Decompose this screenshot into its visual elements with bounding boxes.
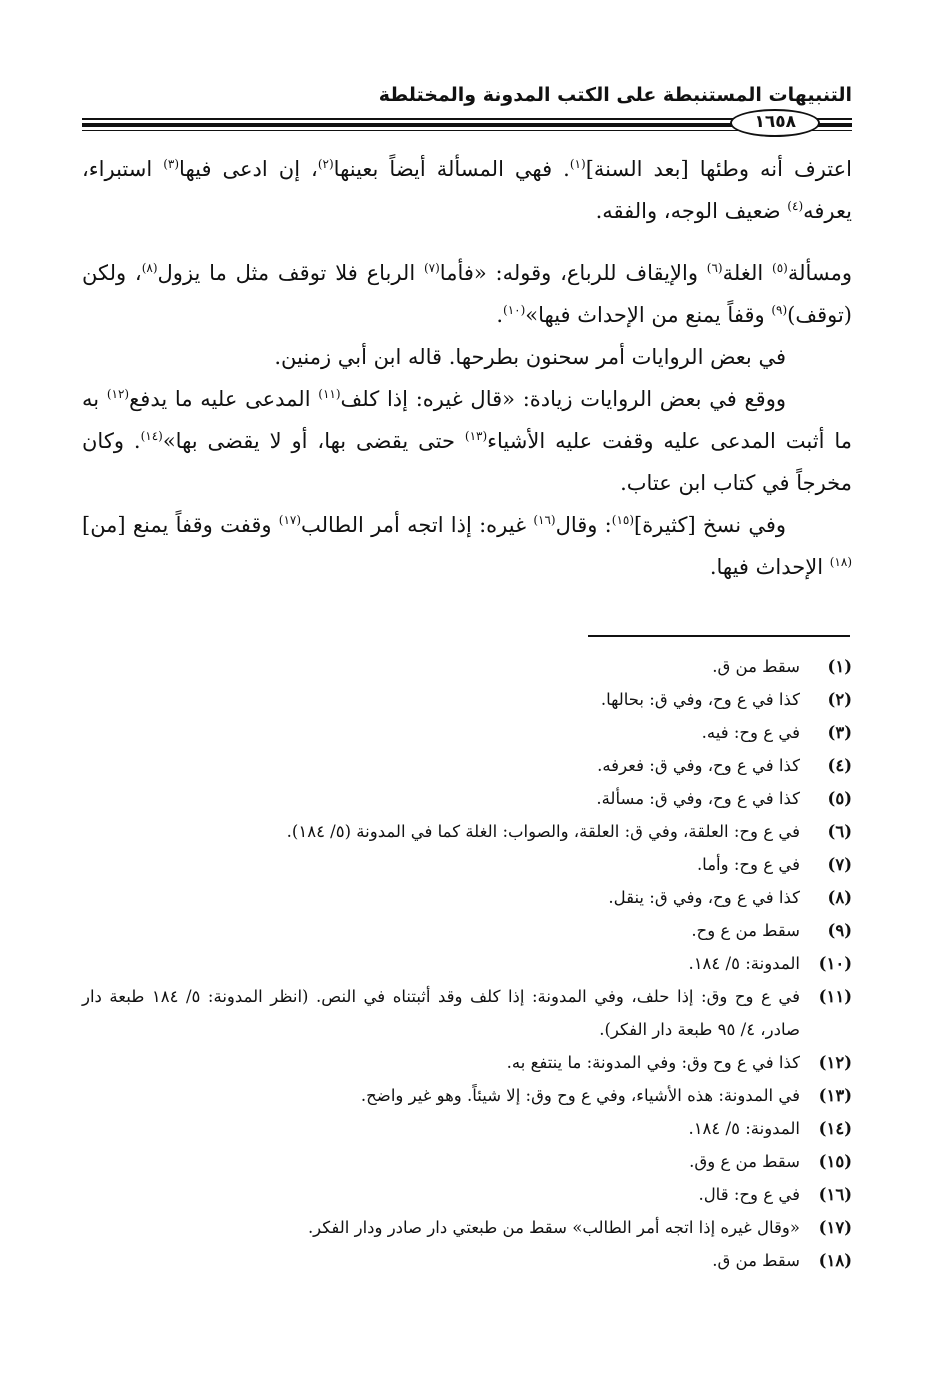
footnote xyxy=(82,1211,852,1244)
paragraph xyxy=(82,378,852,504)
header-title: التنبيهات المستنبطة على الكتب المدونة والمختلطة xyxy=(378,84,852,106)
footnote xyxy=(82,1178,852,1211)
footnote-number: (١٣) xyxy=(818,1086,852,1105)
text-run: حتى يقضى بها، أو لا يقضى بها» xyxy=(162,429,465,453)
footnote-text: كذا في ع وح، وفي ق: مسألة. xyxy=(596,789,800,808)
footnote-ref[interactable]: (١٥) xyxy=(611,513,635,527)
footnote xyxy=(82,782,852,815)
text-run: اعترف أنه وطئها [بعد السنة] xyxy=(585,157,853,181)
text-run: . فهي المسألة أيضاً بعينها xyxy=(333,157,570,181)
text-run: الإحداث فيها. xyxy=(709,555,830,579)
text-run: ومسألة xyxy=(787,261,853,285)
footnote-ref[interactable]: (١٤) xyxy=(140,429,163,443)
footnote-text: سقط من ع وق. xyxy=(689,1152,800,1171)
footnote-number: (٦) xyxy=(827,822,852,841)
footnote-number: (٤) xyxy=(827,756,852,775)
footnote-text: سقط من ق. xyxy=(712,1251,800,1270)
footnote-ref[interactable]: (١٧) xyxy=(278,513,302,527)
footnote-number: (١٥) xyxy=(818,1152,852,1171)
page-number: ١٦٥٨ xyxy=(730,109,820,137)
text-run: ، إن ادعى فيها xyxy=(179,157,318,181)
footnote-separator xyxy=(588,635,850,637)
footnote-ref[interactable]: (٨) xyxy=(141,261,158,275)
text-run: . xyxy=(496,303,503,327)
footnote-text: كذا في ع وح، وفي ق: بحالها. xyxy=(600,690,800,709)
footnote-ref[interactable]: (١٣) xyxy=(464,429,488,443)
text-run: وقفت وقفاً يمنع [من] xyxy=(82,513,279,537)
footnote-text: المدونة: ٥/ ١٨٤. xyxy=(688,1119,800,1138)
text-run: ، ولكن (توقف) xyxy=(82,261,852,327)
footnote xyxy=(82,848,852,881)
footnote-number: (١٤) xyxy=(818,1119,852,1138)
footnote-ref[interactable]: (١٢) xyxy=(106,387,130,401)
running-header xyxy=(82,84,852,110)
footnote xyxy=(82,1244,852,1277)
text-run: . وكان مخرجاً في كتاب ابن عتاب. xyxy=(82,429,852,495)
footnotes-list xyxy=(82,650,852,1277)
footnote-text: في ع وح: قال. xyxy=(698,1185,800,1204)
footnote-number: (١٠) xyxy=(818,954,852,973)
paragraph xyxy=(82,148,852,232)
footnote-number: (٢) xyxy=(827,690,852,709)
footnote-number: (٥) xyxy=(827,789,852,808)
footnote-ref[interactable]: (١٦) xyxy=(533,513,556,527)
footnote xyxy=(82,947,852,980)
footnote-text: في المدونة: هذه الأشياء، وفي ع وح وق: إلا شيئاً. وهو غير واضح. xyxy=(360,1086,800,1105)
footnote-number: (١٦) xyxy=(818,1185,852,1204)
footnote xyxy=(82,1046,852,1079)
footnote-ref[interactable]: (٣) xyxy=(163,157,180,171)
footnote-text: «وقال غيره إذا اتجه أمر الطالب» سقط من طبعتي دار صادر ودار الفكر. xyxy=(307,1218,800,1237)
footnote xyxy=(82,815,852,848)
text-run: : وقال xyxy=(555,513,612,537)
footnote-number: (١١) xyxy=(818,987,852,1006)
footnote xyxy=(82,683,852,716)
footnote-number: (٧) xyxy=(827,855,852,874)
footnote-text: المدونة: ٥/ ١٨٤. xyxy=(688,954,800,973)
footnote xyxy=(82,881,852,914)
text-run: استبراء، يعرفه xyxy=(82,157,852,223)
footnote-text: في ع وح وق: إذا حلف، وفي المدونة: إذا كلف وقد أثبتناه في النص. (انظر المدونة: ٥/ ١٨٤ طبعة دار صادر، ٤/ ٩٥ طبعة دار الفكر). xyxy=(82,987,800,1039)
text-run: ضعيف الوجه، والفقه. xyxy=(595,199,788,223)
header-rule xyxy=(82,110,852,134)
footnote-text: كذا في ع وح وق: وفي المدونة: ما ينتفع به. xyxy=(506,1053,800,1072)
footnote-number: (١٨) xyxy=(818,1251,852,1270)
footnote-number: (١٢) xyxy=(818,1053,852,1072)
footnote-number: (٨) xyxy=(827,888,852,907)
footnote xyxy=(82,980,852,1046)
footnote xyxy=(82,1079,852,1112)
footnote-ref[interactable]: (١) xyxy=(569,157,586,171)
footnote xyxy=(82,749,852,782)
main-text xyxy=(82,148,852,588)
footnote-ref[interactable]: (١٠) xyxy=(503,303,526,317)
footnote xyxy=(82,1145,852,1178)
text-run: ووقع في بعض الروايات زيادة: «قال غيره: إذا كلف xyxy=(340,387,786,411)
footnote-number: (١٧) xyxy=(818,1218,852,1237)
footnote-ref[interactable]: (١٨) xyxy=(829,555,852,569)
text-run: الغلة xyxy=(722,261,772,285)
footnote-text: في ع وح: فيه. xyxy=(701,723,800,742)
footnote-ref[interactable]: (٥) xyxy=(772,261,788,275)
text-run: الرباع فلا توقف مثل ما يزول xyxy=(157,261,424,285)
footnote-number: (٣) xyxy=(827,723,852,742)
footnote-number: (٩) xyxy=(827,921,852,940)
footnote-ref[interactable]: (٢) xyxy=(317,157,334,171)
footnote xyxy=(82,1112,852,1145)
footnote-ref[interactable]: (٦) xyxy=(706,261,723,275)
footnote xyxy=(82,914,852,947)
text-run: به ما أثبت المدعى عليه وقفت عليه الأشياء xyxy=(82,387,852,453)
footnote xyxy=(82,650,852,683)
footnote-ref[interactable]: (٩) xyxy=(771,303,788,317)
footnote-text: في ع وح: وأما. xyxy=(696,855,800,874)
footnote-text: كذا في ع وح، وفي ق: ينقل. xyxy=(608,888,800,907)
text-run: وقفاً يمنع من الإحداث فيها» xyxy=(525,303,772,327)
text-run: وفي نسخ [كثيرة] xyxy=(634,513,786,537)
footnote-text: كذا في ع وح، وفي ق: فعرفه. xyxy=(597,756,800,775)
paragraph: في بعض الروايات أمر سحنون بطرحها. قاله ابن أبي زمنين. xyxy=(274,345,786,369)
paragraph xyxy=(82,252,852,336)
paragraph xyxy=(82,504,852,588)
footnote-text: سقط من ق. xyxy=(712,657,800,676)
footnote-text: سقط من ع وح. xyxy=(691,921,800,940)
footnote-ref[interactable]: (٧) xyxy=(423,261,440,275)
text-run: غيره: إذا اتجه أمر الطالب xyxy=(301,513,534,537)
text-run: والإيقاف للرباع، وقوله: «فأما xyxy=(439,261,707,285)
footnote-number: (١) xyxy=(827,657,852,676)
text-run: المدعى عليه ما يدفع xyxy=(129,387,319,411)
footnote-ref[interactable]: (٤) xyxy=(787,199,804,213)
footnote-text: في ع وح: العلقة، وفي ق: العلقة، والصواب: الغلة كما في المدونة (٥/ ١٨٤). xyxy=(286,822,800,841)
footnote-ref[interactable]: (١١) xyxy=(318,387,341,401)
footnote xyxy=(82,716,852,749)
